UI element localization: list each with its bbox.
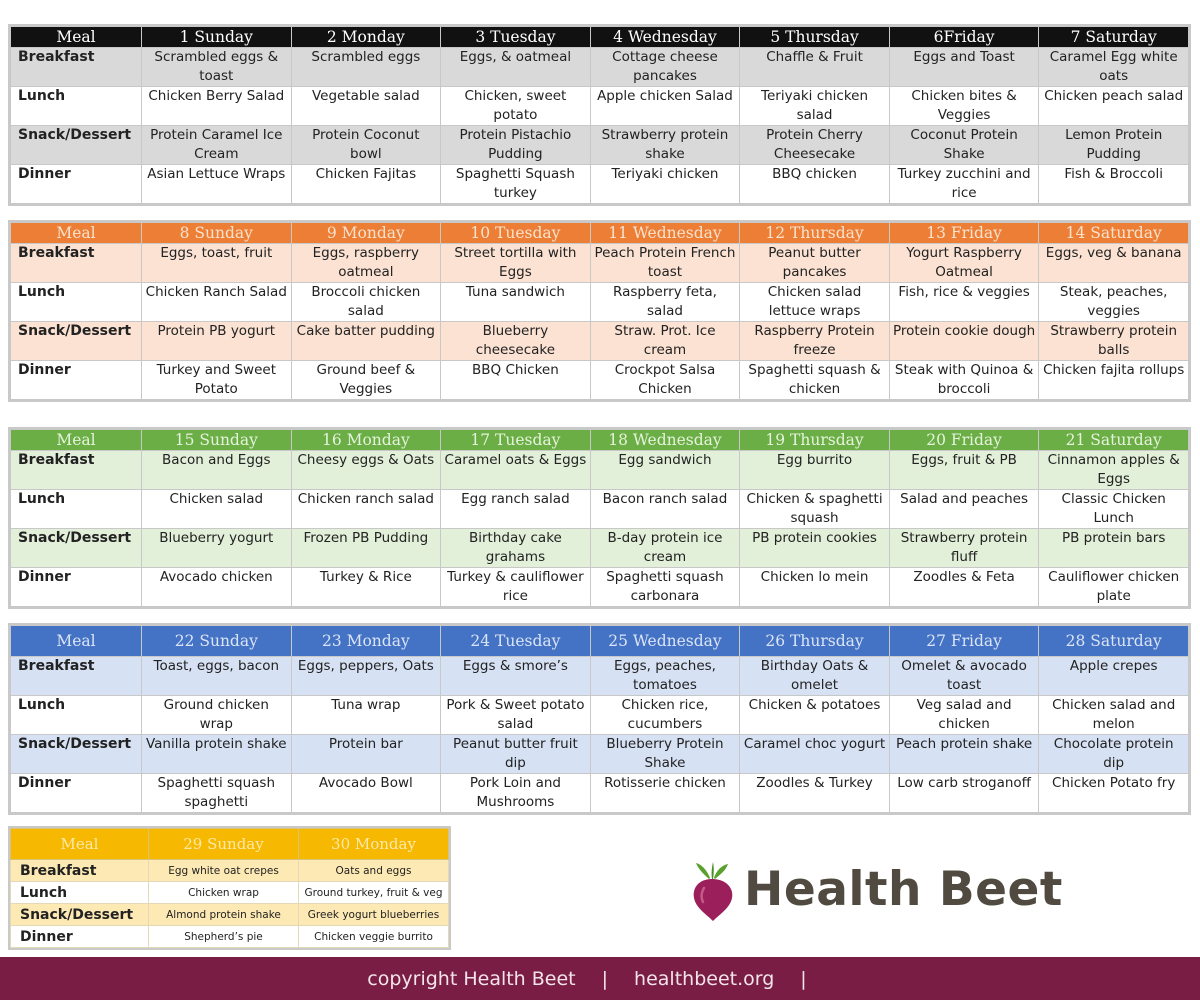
week-4-header-row [11, 626, 1189, 657]
table-row [11, 322, 1189, 361]
meal-label: Dinner [11, 774, 142, 813]
meal-cell: Apple chicken Salad [590, 87, 740, 126]
meal-cell: Chicken salad lettuce wraps [740, 283, 890, 322]
table-row [11, 529, 1189, 568]
week-1-table [8, 24, 1191, 206]
meal-cell: Birthday Oats & omelet [740, 657, 890, 696]
meal-cell: Tuna wrap [291, 696, 441, 735]
meal-cell: Oats and eggs [299, 860, 449, 882]
meal-label: Dinner [11, 568, 142, 607]
table-row [11, 882, 449, 904]
header-cell: 1 Sunday [142, 27, 292, 48]
meal-cell: Vegetable salad [291, 87, 441, 126]
meal-cell: Protein PB yogurt [142, 322, 292, 361]
meal-label: Snack/Dessert [11, 529, 142, 568]
meal-label: Snack/Dessert [11, 322, 142, 361]
meal-label: Lunch [11, 490, 142, 529]
meal-cell: Chicken wrap [149, 882, 299, 904]
header-cell: 29 Sunday [149, 829, 299, 860]
header-cell: 3 Tuesday [441, 27, 591, 48]
meal-cell: Steak with Quinoa & broccoli [889, 361, 1039, 400]
footer-bar [0, 957, 1200, 1000]
meal-label: Breakfast [11, 451, 142, 490]
week-4-table [8, 623, 1191, 815]
table-row [11, 283, 1189, 322]
meal-cell: Fish, rice & veggies [889, 283, 1039, 322]
meal-cell: Strawberry protein fluff [889, 529, 1039, 568]
meal-cell: Peanut butter fruit dip [441, 735, 591, 774]
header-cell: 4 Wednesday [590, 27, 740, 48]
meal-cell: Blueberry Protein Shake [590, 735, 740, 774]
header-cell: Meal [11, 829, 149, 860]
header-cell: 13 Friday [889, 223, 1039, 244]
header-cell: Meal [11, 626, 142, 657]
week-1-header-row [11, 27, 1189, 48]
meal-cell: Blueberry cheesecake [441, 322, 591, 361]
header-cell: 5 Thursday [740, 27, 890, 48]
meal-cell: Cottage cheese pancakes [590, 48, 740, 87]
meal-cell: Toast, eggs, bacon [142, 657, 292, 696]
week-2-table [8, 220, 1191, 402]
meal-cell: Chicken salad and melon [1039, 696, 1189, 735]
meal-cell: Egg burrito [740, 451, 890, 490]
meal-cell: Pork Loin and Mushrooms [441, 774, 591, 813]
meal-cell: Strawberry protein shake [590, 126, 740, 165]
meal-cell: Protein bar [291, 735, 441, 774]
header-cell: 21 Saturday [1039, 430, 1189, 451]
meal-cell: Yogurt Raspberry Oatmeal [889, 244, 1039, 283]
meal-cell: Raspberry feta, salad [590, 283, 740, 322]
week-2-header-row [11, 223, 1189, 244]
meal-cell: Pork & Sweet potato salad [441, 696, 591, 735]
meal-cell: Turkey and Sweet Potato [142, 361, 292, 400]
meal-cell: Protein Coconut bowl [291, 126, 441, 165]
footer-separator: | [800, 967, 807, 990]
meal-cell: Steak, peaches, veggies [1039, 283, 1189, 322]
meal-cell: Caramel choc yogurt [740, 735, 890, 774]
header-cell: 17 Tuesday [441, 430, 591, 451]
table-row [11, 126, 1189, 165]
meal-cell: Strawberry protein balls [1039, 322, 1189, 361]
meal-cell: Eggs, peppers, Oats [291, 657, 441, 696]
meal-cell: Chaffle & Fruit [740, 48, 890, 87]
header-cell: 11 Wednesday [590, 223, 740, 244]
meal-cell: Eggs, veg & banana [1039, 244, 1189, 283]
meal-cell: Chicken fajita rollups [1039, 361, 1189, 400]
meal-cell: Cauliflower chicken plate [1039, 568, 1189, 607]
meal-label: Breakfast [11, 657, 142, 696]
meal-cell: Omelet & avocado toast [889, 657, 1039, 696]
meal-cell: Tuna sandwich [441, 283, 591, 322]
meal-cell: Salad and peaches [889, 490, 1039, 529]
meal-label: Lunch [11, 283, 142, 322]
health-beet-logo [688, 858, 1078, 922]
meal-cell: Scrambled eggs [291, 48, 441, 87]
meal-cell: Zoodles & Turkey [740, 774, 890, 813]
meal-cell: Peach Protein French toast [590, 244, 740, 283]
header-cell: 25 Wednesday [590, 626, 740, 657]
meal-cell: Chocolate protein dip [1039, 735, 1189, 774]
meal-cell: Classic Chicken Lunch [1039, 490, 1189, 529]
table-row [11, 657, 1189, 696]
table-row [11, 87, 1189, 126]
meal-cell: BBQ chicken [740, 165, 890, 204]
meal-cell: Chicken veggie burrito [299, 926, 449, 948]
meal-cell: Spaghetti squash carbonara [590, 568, 740, 607]
meal-label: Snack/Dessert [11, 126, 142, 165]
meal-cell: Rotisserie chicken [590, 774, 740, 813]
meal-cell: Blueberry yogurt [142, 529, 292, 568]
header-cell: 15 Sunday [142, 430, 292, 451]
table-row [11, 451, 1189, 490]
meal-cell: Eggs, & oatmeal [441, 48, 591, 87]
meal-cell: Apple crepes [1039, 657, 1189, 696]
meal-cell: Avocado Bowl [291, 774, 441, 813]
week-3-header-row [11, 430, 1189, 451]
table-row [11, 696, 1189, 735]
meal-cell: Chicken rice, cucumbers [590, 696, 740, 735]
meal-cell: Crockpot Salsa Chicken [590, 361, 740, 400]
meal-cell: Vanilla protein shake [142, 735, 292, 774]
meal-cell: Scrambled eggs & toast [142, 48, 292, 87]
meal-label: Snack/Dessert [11, 735, 142, 774]
meal-cell: Greek yogurt blueberries [299, 904, 449, 926]
header-cell: 27 Friday [889, 626, 1039, 657]
meal-label: Breakfast [11, 244, 142, 283]
meal-cell: Egg sandwich [590, 451, 740, 490]
table-row [11, 361, 1189, 400]
meal-cell: Chicken salad [142, 490, 292, 529]
meal-cell: Chicken Berry Salad [142, 87, 292, 126]
meal-cell: Street tortilla with Eggs [441, 244, 591, 283]
meal-cell: Ground beef & Veggies [291, 361, 441, 400]
meal-label: Breakfast [11, 48, 142, 87]
meal-cell: BBQ Chicken [441, 361, 591, 400]
copyright-text: copyright Health Beet [367, 967, 576, 990]
meal-cell: Bacon and Eggs [142, 451, 292, 490]
table-row [11, 244, 1189, 283]
meal-cell: Cake batter pudding [291, 322, 441, 361]
header-cell: 19 Thursday [740, 430, 890, 451]
meal-cell: Birthday cake grahams [441, 529, 591, 568]
meal-label: Lunch [11, 882, 149, 904]
header-cell: 22 Sunday [142, 626, 292, 657]
table-row [11, 48, 1189, 87]
table-row [11, 904, 449, 926]
meal-cell: Asian Lettuce Wraps [142, 165, 292, 204]
meal-cell: Eggs and Toast [889, 48, 1039, 87]
header-cell: 20 Friday [889, 430, 1039, 451]
header-cell: 2 Monday [291, 27, 441, 48]
meal-cell: Caramel Egg white oats [1039, 48, 1189, 87]
table-row [11, 165, 1189, 204]
header-cell: 23 Monday [291, 626, 441, 657]
meal-cell: Protein Pistachio Pudding [441, 126, 591, 165]
meal-cell: Bacon ranch salad [590, 490, 740, 529]
meal-cell: Eggs, fruit & PB [889, 451, 1039, 490]
meal-cell: Eggs, toast, fruit [142, 244, 292, 283]
header-cell: 9 Monday [291, 223, 441, 244]
meal-cell: Ground turkey, fruit & veg [299, 882, 449, 904]
meal-cell: Chicken Fajitas [291, 165, 441, 204]
meal-cell: PB protein cookies [740, 529, 890, 568]
meal-cell: Broccoli chicken salad [291, 283, 441, 322]
meal-cell: Turkey & Rice [291, 568, 441, 607]
meal-cell: Chicken & potatoes [740, 696, 890, 735]
beet-icon [688, 858, 738, 922]
meal-cell: Protein cookie dough [889, 322, 1039, 361]
meal-cell: Frozen PB Pudding [291, 529, 441, 568]
header-cell: 14 Saturday [1039, 223, 1189, 244]
meal-label: Breakfast [11, 860, 149, 882]
meal-cell: Coconut Protein Shake [889, 126, 1039, 165]
meal-cell: Chicken, sweet potato [441, 87, 591, 126]
table-row [11, 490, 1189, 529]
meal-cell: B-day protein ice cream [590, 529, 740, 568]
meal-cell: Egg ranch salad [441, 490, 591, 529]
meal-cell: Lemon Protein Pudding [1039, 126, 1189, 165]
header-cell: 10 Tuesday [441, 223, 591, 244]
header-cell: 18 Wednesday [590, 430, 740, 451]
header-cell: 28 Saturday [1039, 626, 1189, 657]
header-cell: 6Friday [889, 27, 1039, 48]
meal-cell: Cheesy eggs & Oats [291, 451, 441, 490]
meal-cell: Peach protein shake [889, 735, 1039, 774]
meal-cell: Avocado chicken [142, 568, 292, 607]
meal-cell: Egg white oat crepes [149, 860, 299, 882]
header-cell: 30 Monday [299, 829, 449, 860]
week-5-table [8, 826, 451, 950]
meal-cell: Spaghetti squash spaghetti [142, 774, 292, 813]
meal-cell: Spaghetti squash & chicken [740, 361, 890, 400]
table-row [11, 860, 449, 882]
header-cell: Meal [11, 223, 142, 244]
meal-cell: Eggs, raspberry oatmeal [291, 244, 441, 283]
meal-cell: Raspberry Protein freeze [740, 322, 890, 361]
meal-label: Dinner [11, 361, 142, 400]
header-cell: 26 Thursday [740, 626, 890, 657]
meal-cell: Eggs & smore’s [441, 657, 591, 696]
week-5-header-row [11, 829, 449, 860]
table-row [11, 735, 1189, 774]
header-cell: 8 Sunday [142, 223, 292, 244]
meal-cell: Spaghetti Squash turkey [441, 165, 591, 204]
meal-cell: Veg salad and chicken [889, 696, 1039, 735]
meal-label: Lunch [11, 87, 142, 126]
meal-cell: Chicken peach salad [1039, 87, 1189, 126]
table-row [11, 568, 1189, 607]
meal-label: Dinner [11, 926, 149, 948]
header-cell: 24 Tuesday [441, 626, 591, 657]
meal-cell: Peanut butter pancakes [740, 244, 890, 283]
meal-cell: Teriyaki chicken salad [740, 87, 890, 126]
meal-cell: Chicken Ranch Salad [142, 283, 292, 322]
footer-separator: | [601, 967, 609, 990]
meal-cell: Shepherd’s pie [149, 926, 299, 948]
header-cell: 7 Saturday [1039, 27, 1189, 48]
header-cell: Meal [11, 27, 142, 48]
meal-cell: PB protein bars [1039, 529, 1189, 568]
header-cell: 12 Thursday [740, 223, 890, 244]
meal-label: Snack/Dessert [11, 904, 149, 926]
table-row [11, 926, 449, 948]
meal-cell: Low carb stroganoff [889, 774, 1039, 813]
week-3-table [8, 427, 1191, 609]
site-link[interactable]: healthbeet.org [634, 967, 775, 990]
meal-cell: Zoodles & Feta [889, 568, 1039, 607]
meal-cell: Protein Cherry Cheesecake [740, 126, 890, 165]
brand-name: Health Beet [744, 862, 1063, 917]
meal-cell: Chicken bites & Veggies [889, 87, 1039, 126]
meal-cell: Fish & Broccoli [1039, 165, 1189, 204]
meal-cell: Protein Caramel Ice Cream [142, 126, 292, 165]
meal-cell: Ground chicken wrap [142, 696, 292, 735]
meal-cell: Turkey & cauliflower rice [441, 568, 591, 607]
meal-cell: Almond protein shake [149, 904, 299, 926]
meal-cell: Eggs, peaches, tomatoes [590, 657, 740, 696]
meal-label: Lunch [11, 696, 142, 735]
meal-cell: Chicken & spaghetti squash [740, 490, 890, 529]
meal-cell: Chicken ranch salad [291, 490, 441, 529]
meal-cell: Teriyaki chicken [590, 165, 740, 204]
header-cell: Meal [11, 430, 142, 451]
header-cell: 16 Monday [291, 430, 441, 451]
meal-label: Dinner [11, 165, 142, 204]
meal-cell: Turkey zucchini and rice [889, 165, 1039, 204]
meal-cell: Straw. Prot. Ice cream [590, 322, 740, 361]
meal-cell: Caramel oats & Eggs [441, 451, 591, 490]
meal-cell: Cinnamon apples & Eggs [1039, 451, 1189, 490]
meal-cell: Chicken lo mein [740, 568, 890, 607]
meal-cell: Chicken Potato fry [1039, 774, 1189, 813]
table-row [11, 774, 1189, 813]
